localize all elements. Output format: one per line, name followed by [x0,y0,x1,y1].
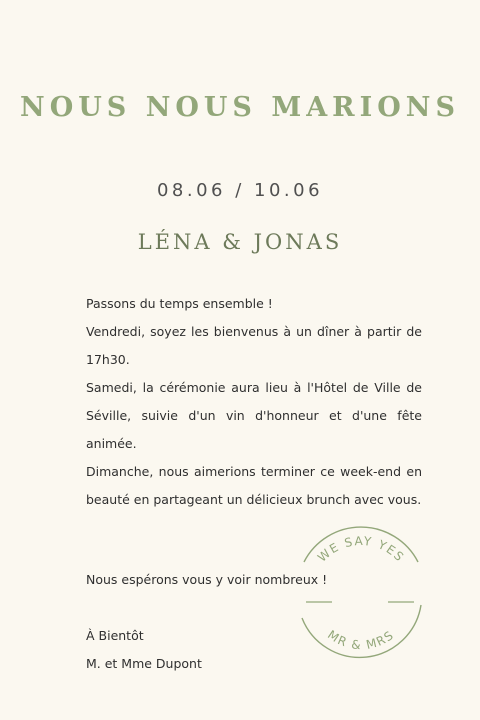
couple-names: LÉNA & JONAS [137,230,343,254]
event-dates: 08.06 / 10.06 [156,180,324,201]
stamp-seal [288,522,434,668]
headline: NOUS NOUS MARIONS [20,92,460,123]
body-paragraph-friday: Vendredi, soyez les bienvenus à un dîner à partir de 17h30. [86,324,422,367]
invitation-body [86,290,422,514]
stamp-top-text: WE SAY YES [314,533,408,565]
closing-signature: M. et Mme Dupont [86,656,202,671]
body-paragraph-sunday: Dimanche, nous aimerions terminer ce week-end en beauté en partageant un délicieux brunch avec vous. [86,464,422,507]
body-paragraph-intro: Passons du temps ensemble ! [86,296,273,311]
closing-farewell: À Bientôt [86,628,144,643]
closing-hope: Nous espérons vous y voir nombreux ! [86,572,328,587]
stamp-bottom-text: MR & MRS [325,627,397,653]
body-paragraph-saturday: Samedi, la cérémonie aura lieu à l'Hôtel de Ville de Séville, suivie d'un vin d'honneur et d'une fête animée. [86,380,422,451]
